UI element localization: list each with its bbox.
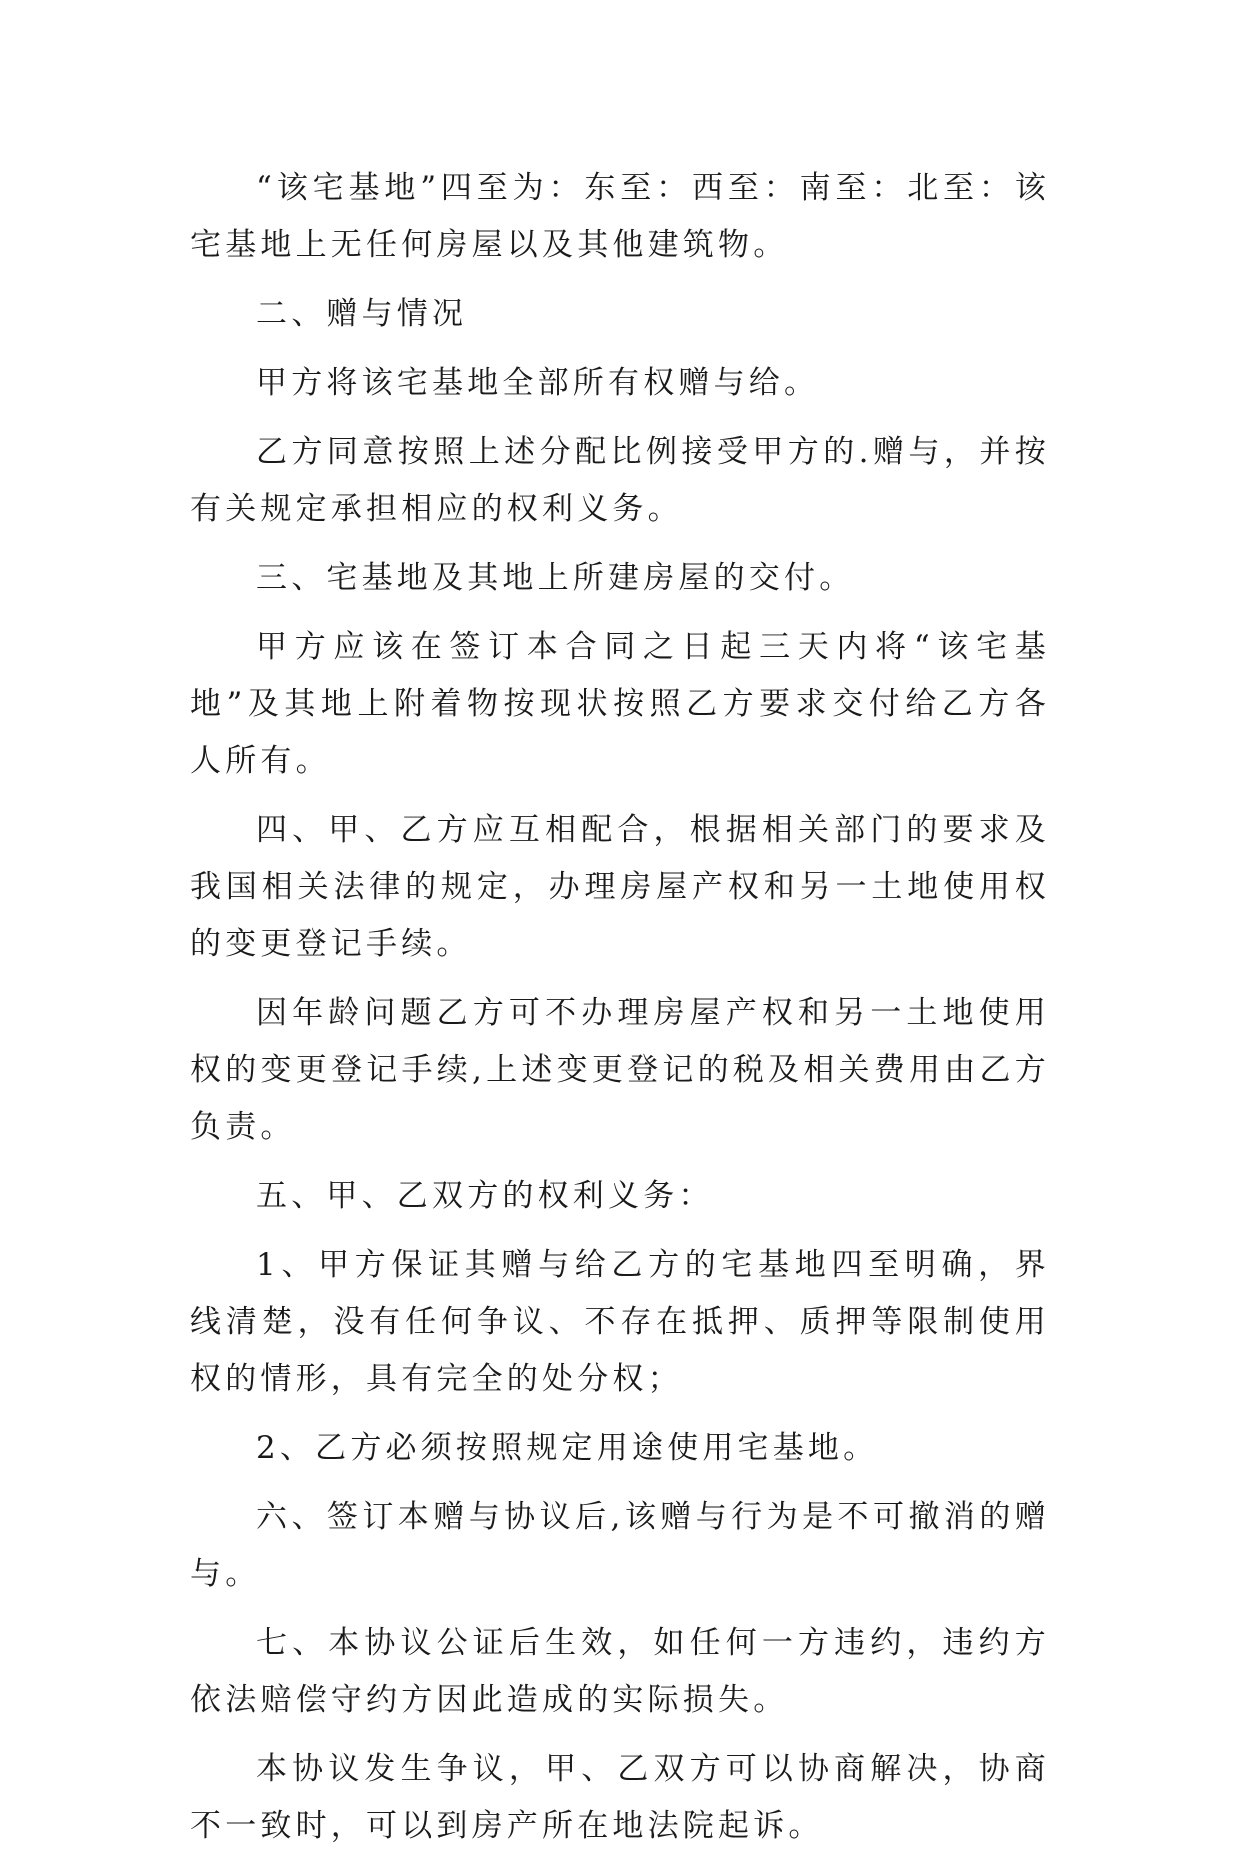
paragraph-dispute: 本协议发生争议，甲、乙双方可以协商解决，协商不一致时，可以到房产所在地法院起诉。 <box>190 1751 1050 1844</box>
paragraph-effectiveness: 七、本协议公证后生效，如任何一方违约，违约方依法赔偿守约方因此造成的实际损失。 <box>190 1625 1050 1718</box>
paragraph-cooperation: 四、甲、乙方应互相配合，根据相关部门的要求及我国相关法律的规定，办理房屋产权和另一土地使用权的变更登记手续。 <box>190 812 1050 962</box>
heading-gift-situation: 二、赠与情况 <box>256 296 468 332</box>
list-item-guarantee: 1、甲方保证其赠与给乙方的宅基地四至明确，界线清楚，没有任何争议、不存在抵押、质押等限制使用权的情形，具有完全的处分权； <box>190 1247 1050 1397</box>
list-item-usage: 2、乙方必须按照规定用途使用宅基地。 <box>256 1430 879 1466</box>
paragraph-age-exemption: 因年龄问题乙方可不办理房屋产权和另一土地使用权的变更登记手续,上述变更登记的税及相关费用由乙方负责。 <box>190 995 1050 1145</box>
paragraph-gift-transfer: 甲方将该宅基地全部所有权赠与给。 <box>256 365 820 401</box>
document-body <box>190 160 1050 1867</box>
paragraph-boundaries: “该宅基地”四至为：东至：西至：南至：北至：该宅基地上无任何房屋以及其他建筑物。 <box>190 170 1050 263</box>
paragraph-irrevocable: 六、签订本赠与协议后,该赠与行为是不可撤消的赠与。 <box>190 1499 1050 1592</box>
paragraph-delivery-terms: 甲方应该在签订本合同之日起三天内将“该宅基地”及其地上附着物按现状按照乙方要求交付给乙方各人所有。 <box>190 629 1050 779</box>
heading-rights-obligations: 五、甲、乙双方的权利义务： <box>256 1178 714 1214</box>
heading-delivery: 三、宅基地及其地上所建房屋的交付。 <box>256 560 855 596</box>
paragraph-acceptance: 乙方同意按照上述分配比例接受甲方的.赠与，并按有关规定承担相应的权利义务。 <box>190 434 1050 527</box>
